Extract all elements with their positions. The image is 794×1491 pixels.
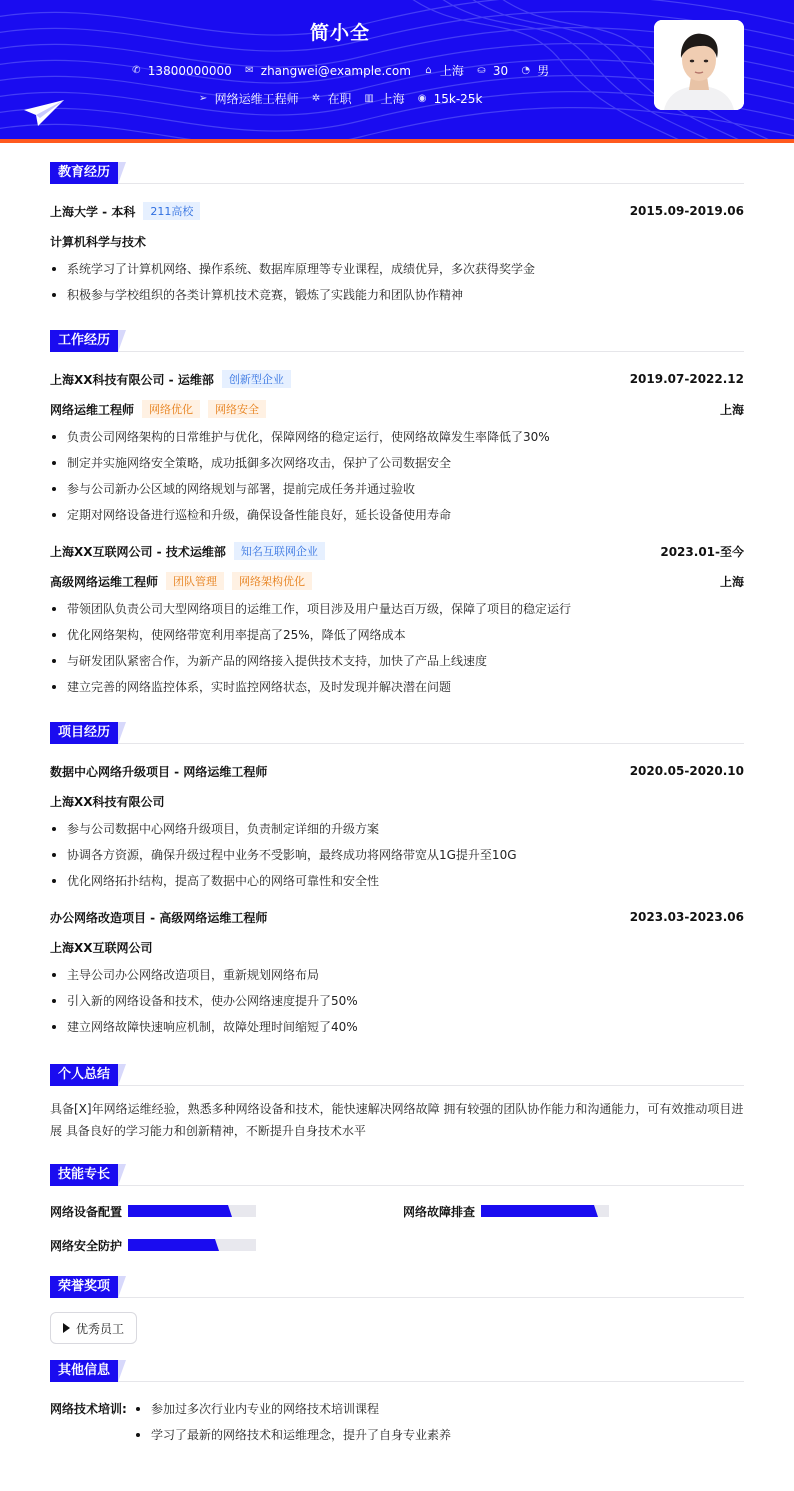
age-info — [476, 64, 508, 78]
project-items-list — [50, 816, 744, 894]
position-info — [198, 90, 299, 107]
role-row — [50, 566, 744, 596]
skill-bar-fill — [481, 1205, 594, 1217]
section-title: 个人总结 — [50, 1064, 118, 1086]
section-header — [50, 1274, 744, 1298]
skill-label: 网络故障排查 — [403, 1204, 476, 1219]
email-info — [244, 64, 411, 78]
role-name: 网络运维工程师 — [50, 402, 135, 417]
skill-item — [403, 1200, 744, 1222]
education-list — [50, 256, 744, 308]
target-city-text: 上海 — [380, 92, 405, 106]
section-header — [50, 1358, 744, 1382]
job-period: 2023.01-至今 — [660, 544, 744, 559]
list-item: 参与公司数据中心网络升级项目，负责制定详细的升级方案 — [50, 816, 744, 842]
skill-item — [50, 1200, 403, 1222]
skills-section — [50, 1162, 744, 1256]
company-tag: 知名互联网企业 — [234, 542, 325, 560]
section-header — [50, 720, 744, 744]
skill-bar-fill — [128, 1205, 228, 1217]
building-icon: ▥ — [364, 93, 374, 104]
section-title: 荣誉奖项 — [50, 1276, 118, 1298]
section-title: 教育经历 — [50, 162, 118, 184]
salary-info — [417, 92, 483, 106]
gender-info — [520, 62, 549, 79]
section-header — [50, 160, 744, 184]
skill-label: 网络安全防护 — [50, 1238, 123, 1253]
phone-info — [131, 64, 232, 78]
gender-icon: ◔ — [521, 65, 531, 76]
list-item: 优化网络架构，使网络带宽利用率提高了25%，降低了网络成本 — [50, 622, 744, 648]
skill-item — [50, 1234, 403, 1256]
cake-icon: ⛀ — [477, 65, 486, 76]
section-title: 项目经历 — [50, 722, 118, 744]
job-period: 2019.07-2022.12 — [629, 372, 744, 386]
project-company-row — [50, 786, 744, 816]
skill-bar-fill — [128, 1239, 215, 1251]
position-text: 网络运维工程师 — [214, 92, 299, 106]
projects-section — [50, 720, 744, 1040]
home-icon: ⌂ — [425, 65, 432, 76]
list-item: 积极参与学校组织的各类计算机技术竞赛，锻炼了实践能力和团队协作精神 — [50, 282, 744, 308]
list-item: 定期对网络设备进行巡检和升级，确保设备性能良好，延长设备使用寿命 — [50, 502, 744, 528]
mail-icon: ✉ — [245, 65, 254, 76]
list-item: 建立完善的网络监控体系，实时监控网络状态，及时发现并解决潜在问题 — [50, 674, 744, 700]
email-text: zhangwei@example.com — [260, 63, 411, 78]
job-row — [50, 536, 744, 566]
project-name: 办公网络改造项目 - 高级网络运维工程师 — [50, 910, 268, 925]
project-items-list — [50, 962, 744, 1040]
resume-header — [0, 0, 794, 140]
list-item: 建立网络故障快速响应机制，故障处理时间缩短了40% — [50, 1014, 744, 1040]
summary-text: 具备[X]年网络运维经验，熟悉多种网络设备和技术，能快速解决网络故障 拥有较强的团队协作能力和沟通能力，可有效推动项目进展 具备良好的学习能力和创新精神，不断提升自身技术水平 — [50, 1102, 744, 1138]
school-tag: 211高校 — [143, 202, 200, 220]
company-name: 上海XX互联网公司 - 技术运维部 — [50, 544, 226, 559]
company-tag: 创新型企业 — [222, 370, 291, 388]
list-item: 引入新的网络设备和技术，使办公网络速度提升了50% — [50, 988, 744, 1014]
list-item: 与研发团队紧密合作，为新产品的网络接入提供技术支持，加快了产品上线速度 — [50, 648, 744, 674]
list-item: 制定并实施网络安全策略，成功抵御多次网络攻击，保护了公司数据安全 — [50, 450, 744, 476]
major-name: 计算机科学与技术 — [50, 234, 147, 249]
major-row — [50, 226, 744, 256]
job-duties-list — [50, 596, 744, 700]
location-info — [423, 62, 464, 79]
school-name: 上海大学 - 本科 — [50, 204, 136, 219]
project-company: 上海XX科技有限公司 — [50, 794, 165, 809]
list-item: 学习了最新的网络技术和运维理念，提升了自身专业素养 — [134, 1422, 451, 1448]
education-section — [50, 160, 744, 308]
phone-icon: ✆ — [132, 65, 141, 76]
job-city: 上海 — [719, 402, 744, 417]
list-item: 优化网络拓扑结构，提高了数据中心的网络可靠性和安全性 — [50, 868, 744, 894]
other-info-row — [50, 1396, 744, 1448]
company-name: 上海XX科技有限公司 - 运维部 — [50, 372, 214, 387]
project-row — [50, 902, 744, 932]
role-tag: 网络优化 — [142, 400, 200, 418]
section-header — [50, 1062, 744, 1086]
header-accent-line — [0, 139, 794, 143]
section-title: 其他信息 — [50, 1360, 118, 1382]
project-company-row — [50, 932, 744, 962]
salary-text: 15k-25k — [433, 91, 483, 106]
target-city-info — [364, 90, 405, 107]
other-label: 网络技术培训: — [50, 1402, 127, 1416]
skills-grid — [50, 1200, 744, 1256]
job-duties-list — [50, 424, 744, 528]
status-text: 在职 — [327, 92, 352, 106]
candidate-name: 简小全 — [309, 22, 370, 44]
education-row — [50, 196, 744, 226]
project-name: 数据中心网络升级项目 - 网络运维工程师 — [50, 764, 268, 779]
job-city: 上海 — [719, 574, 744, 589]
list-item: 系统学习了计算机网络、操作系统、数据库原理等专业课程，成绩优异，多次获得奖学金 — [50, 256, 744, 282]
skill-bar — [128, 1205, 256, 1217]
skill-bar — [481, 1205, 609, 1217]
role-tag: 团队管理 — [166, 572, 224, 590]
list-item: 协调各方资源，确保升级过程中业务不受影响，最终成功将网络带宽从1G提升至10G — [50, 842, 744, 868]
other-items-list — [134, 1396, 451, 1448]
awards-section — [50, 1274, 744, 1344]
project-company: 上海XX互联网公司 — [50, 940, 153, 955]
role-row — [50, 394, 744, 424]
status-icon: ✲ — [311, 93, 321, 104]
contact-info-row — [0, 62, 680, 79]
list-item: 负责公司网络架构的日常维护与优化，保障网络的稳定运行，使网络故障发生率降低了30% — [50, 424, 744, 450]
skill-label: 网络设备配置 — [50, 1204, 123, 1219]
skill-bar — [128, 1239, 256, 1251]
profile-photo — [654, 20, 744, 110]
role-tag: 网络架构优化 — [232, 572, 312, 590]
job-row — [50, 364, 744, 394]
phone-text: 13800000000 — [147, 63, 232, 78]
section-header — [50, 328, 744, 352]
list-item: 带领团队负责公司大型网络项目的运维工作，项目涉及用户量达百万级，保障了项目的稳定运行 — [50, 596, 744, 622]
project-period: 2023.03-2023.06 — [629, 910, 744, 924]
award-badge — [50, 1312, 137, 1344]
project-period: 2020.05-2020.10 — [629, 764, 744, 778]
project-row — [50, 756, 744, 786]
education-period: 2015.09-2019.06 — [629, 204, 744, 218]
role-name: 高级网络运维工程师 — [50, 574, 159, 589]
resume-body — [50, 160, 744, 1448]
role-tag: 网络安全 — [208, 400, 266, 418]
list-item: 主导公司办公网络改造项目，重新规划网络布局 — [50, 962, 744, 988]
gender-text: 男 — [537, 64, 550, 78]
age-text: 30 — [492, 63, 509, 78]
section-header — [50, 1162, 744, 1186]
summary-section — [50, 1062, 744, 1142]
section-title: 工作经历 — [50, 330, 118, 352]
play-icon — [63, 1323, 70, 1333]
location-text: 上海 — [439, 64, 464, 78]
send-icon: ➢ — [198, 93, 208, 104]
job-intent-row — [0, 90, 680, 107]
award-label: 优秀员工 — [76, 1321, 125, 1336]
coin-icon: ◉ — [417, 93, 427, 104]
list-item: 参加过多次行业内专业的网络技术培训课程 — [134, 1396, 451, 1422]
other-section — [50, 1358, 744, 1448]
work-section — [50, 328, 744, 700]
list-item: 参与公司新办公区域的网络规划与部署，提前完成任务并通过验收 — [50, 476, 744, 502]
section-title: 技能专长 — [50, 1164, 118, 1186]
avatar — [654, 20, 744, 110]
status-info — [311, 90, 352, 107]
